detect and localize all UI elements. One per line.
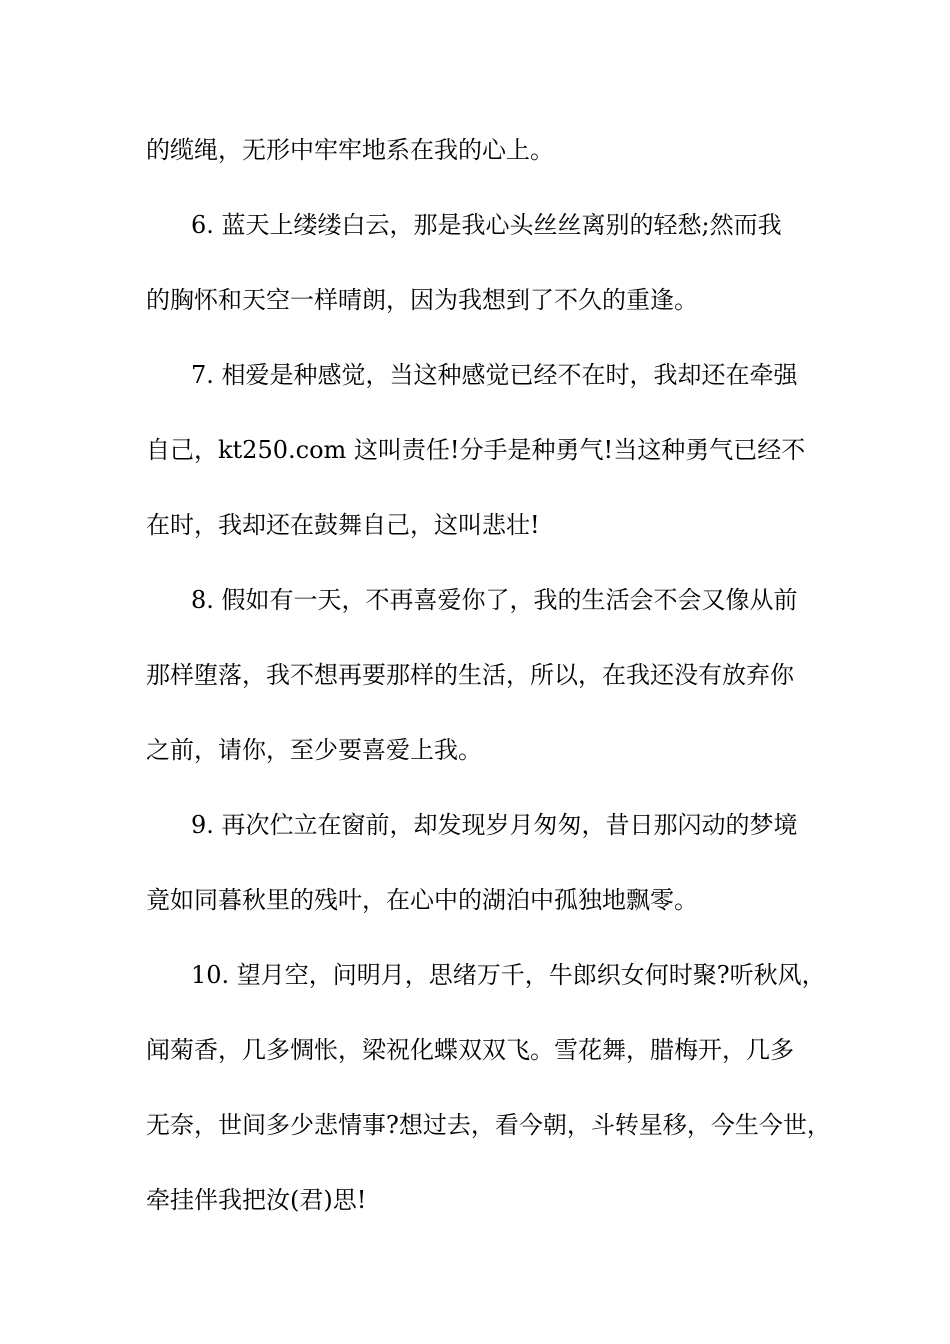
text-line: 闻菊香，几多惆怅，梁祝化蝶双双飞。雪花舞，腊梅开，几多 [146,1036,794,1064]
text-line: 之前，请你，至少要喜爱上我。 [146,736,482,764]
paragraph-9-line: 9. 再次伫立在窗前，却发现岁月匆匆，昔日那闪动的梦境 [191,811,798,839]
paragraph-6-line: 6. 蓝天上缕缕白云，那是我心头丝丝离别的轻愁;然而我 [191,211,782,239]
text-line: 无奈，世间多少悲情事?想过去，看今朝，斗转星移，今生今世， [146,1111,831,1139]
paragraph-10-line: 10. 望月空，问明月，思绪万千，牛郎织女何时聚?听秋风， [191,961,826,989]
text-line: 自己，kt250.com 这叫责任!分手是种勇气!当这种勇气已经不 [146,436,806,464]
text-line: 牵挂伴我把汝(君)思! [146,1186,367,1214]
paragraph-8-line: 8. 假如有一天，不再喜爱你了，我的生活会不会又像从前 [191,586,798,614]
text-line: 的胸怀和天空一样晴朗，因为我想到了不久的重逢。 [146,286,698,314]
text-line: 那样堕落，我不想再要那样的生活，所以，在我还没有放弃你 [146,661,794,689]
text-line: 的缆绳，无形中牢牢地系在我的心上。 [146,136,554,164]
paragraph-7-line: 7. 相爱是种感觉，当这种感觉已经不在时，我却还在牵强 [191,361,798,389]
text-line: 在时，我却还在鼓舞自己，这叫悲壮! [146,511,540,539]
text-line: 竟如同暮秋里的残叶，在心中的湖泊中孤独地飘零。 [146,886,698,914]
